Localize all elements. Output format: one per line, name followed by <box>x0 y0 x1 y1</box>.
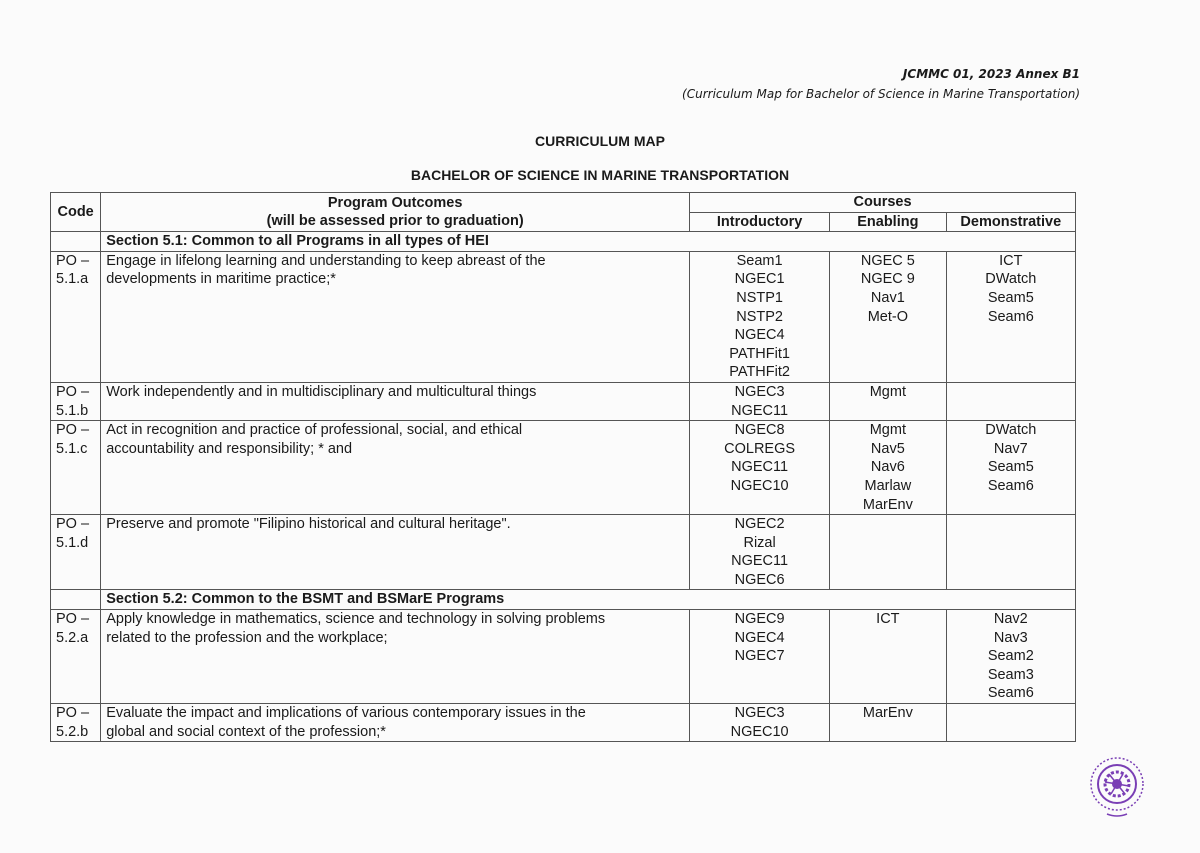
course-code: COLREGS <box>724 440 796 457</box>
annex-description: (Curriculum Map for Bachelor of Science in Marine Transportation) <box>682 87 1080 101</box>
course-code: Nav3 <box>993 629 1028 646</box>
course-code: NGEC10 <box>730 723 789 740</box>
course-code: ICT <box>876 611 900 628</box>
course-code: NGEC 9 <box>860 271 915 288</box>
course-code: Seam5 <box>987 459 1034 476</box>
header-po-line1: Program Outcomes <box>327 194 463 211</box>
course-code: NSTP1 <box>736 289 783 306</box>
course-code: DWatch <box>985 271 1037 288</box>
course-code: NGEC3 <box>734 383 785 400</box>
introductory-courses-cell <box>690 382 830 420</box>
official-seal-icon <box>1087 752 1147 822</box>
course-code: NGEC7 <box>734 648 785 665</box>
outcome-text: developments in maritime practice;* <box>106 271 336 288</box>
course-code: Nav7 <box>993 440 1028 457</box>
course-code: NGEC11 <box>731 459 789 476</box>
outcome-text: related to the profession and the workplace; <box>106 629 388 646</box>
course-code: Seam6 <box>987 685 1034 702</box>
course-code: Seam6 <box>987 477 1034 494</box>
outcome-code: 5.2.a <box>56 629 89 646</box>
course-code: Nav5 <box>870 440 905 457</box>
course-code: NGEC4 <box>734 629 785 646</box>
header-po-line2: (will be assessed prior to graduation) <box>266 213 524 230</box>
table-row <box>51 515 1076 590</box>
introductory-courses-cell <box>690 421 830 515</box>
course-code: NGEC10 <box>730 477 789 494</box>
outcome-description-cell <box>101 704 690 742</box>
section-code-cell <box>51 232 101 252</box>
table-row <box>51 421 1076 515</box>
course-code: Marlaw <box>864 477 912 494</box>
section-row <box>51 590 1076 610</box>
course-code: PATHFit1 <box>729 345 790 362</box>
course-code: Met-O <box>867 308 908 325</box>
course-code: Nav2 <box>993 611 1028 628</box>
header-introductory: Introductory <box>690 212 830 232</box>
header-code: Code <box>51 193 101 232</box>
annex-code: JCMMC 01, 2023 Annex B1 <box>902 67 1080 81</box>
section-code-cell <box>51 590 101 610</box>
outcome-code: PO – <box>56 516 90 533</box>
course-code: MarEnv <box>862 496 913 513</box>
course-code: NGEC 5 <box>860 252 915 269</box>
outcome-text: Evaluate the impact and implications of various contemporary issues in the <box>106 705 586 722</box>
outcome-text: Act in recognition and practice of professional, social, and ethical <box>106 422 523 439</box>
outcome-description-cell <box>101 251 690 382</box>
course-code: Seam3 <box>987 666 1034 683</box>
outcome-code-cell <box>51 382 101 420</box>
header-courses: Courses <box>690 193 1076 213</box>
demonstrative-courses-cell <box>946 382 1075 420</box>
header-demonstrative: Demonstrative <box>946 212 1075 232</box>
enabling-courses-cell <box>830 382 946 420</box>
demonstrative-courses-cell <box>946 251 1075 382</box>
course-code: NGEC6 <box>734 571 785 588</box>
course-code: PATHFit2 <box>729 364 790 381</box>
outcome-code: 5.1.b <box>56 402 89 419</box>
course-code: NSTP2 <box>736 308 783 325</box>
outcome-code: PO – <box>56 422 90 439</box>
course-code: Seam5 <box>987 289 1034 306</box>
enabling-courses-cell <box>830 515 946 590</box>
course-code: NGEC11 <box>731 402 789 419</box>
outcome-text: Preserve and promote "Filipino historical and cultural heritage". <box>106 516 511 533</box>
introductory-courses-cell <box>690 610 830 704</box>
table-header-row <box>51 193 1076 213</box>
outcome-text: accountability and responsibility; * and <box>106 440 353 457</box>
outcome-text: Work independently and in multidisciplinary and multicultural things <box>106 383 537 400</box>
curriculum-map-table <box>50 192 1076 742</box>
section-title: Section 5.2: Common to the BSMT and BSMarE Programs <box>101 590 1076 610</box>
table-row <box>51 382 1076 420</box>
outcome-description-cell <box>101 382 690 420</box>
course-code: NGEC4 <box>734 327 785 344</box>
enabling-courses-cell <box>830 251 946 382</box>
outcome-description-cell <box>101 610 690 704</box>
table-row <box>51 704 1076 742</box>
table-row <box>51 251 1076 382</box>
outcome-text: Apply knowledge in mathematics, science and technology in solving problems <box>106 611 606 628</box>
demonstrative-courses-cell <box>946 515 1075 590</box>
outcome-code-cell <box>51 421 101 515</box>
course-code: Seam6 <box>987 308 1034 325</box>
outcome-code: PO – <box>56 383 90 400</box>
demonstrative-courses-cell <box>946 610 1075 704</box>
outcome-code: PO – <box>56 611 90 628</box>
outcome-code: PO – <box>56 252 90 269</box>
demonstrative-courses-cell <box>946 704 1075 742</box>
outcome-code-cell <box>51 515 101 590</box>
table-body <box>51 232 1076 742</box>
course-code: NGEC3 <box>734 705 785 722</box>
course-code: Nav6 <box>870 459 905 476</box>
course-code: Mgmt <box>869 383 906 400</box>
course-code: Rizal <box>743 534 776 551</box>
course-code: Nav1 <box>870 289 905 306</box>
enabling-courses-cell <box>830 421 946 515</box>
outcome-code: 5.2.b <box>56 723 89 740</box>
course-code: NGEC8 <box>734 422 785 439</box>
outcome-code-cell <box>51 610 101 704</box>
outcome-code-cell <box>51 704 101 742</box>
course-code: ICT <box>999 252 1023 269</box>
enabling-courses-cell <box>830 610 946 704</box>
outcome-code: PO – <box>56 705 90 722</box>
document-titles <box>0 133 1200 201</box>
introductory-courses-cell <box>690 515 830 590</box>
course-code: NGEC11 <box>731 553 789 570</box>
course-code: Seam2 <box>987 648 1034 665</box>
course-code: Seam1 <box>736 252 783 269</box>
introductory-courses-cell <box>690 704 830 742</box>
course-code: NGEC2 <box>734 516 785 533</box>
document-title: CURRICULUM MAP <box>535 133 665 149</box>
header-enabling: Enabling <box>830 212 946 232</box>
outcome-code: 5.1.d <box>56 534 89 551</box>
outcome-code-cell <box>51 251 101 382</box>
table-row <box>51 610 1076 704</box>
outcome-description-cell <box>101 515 690 590</box>
course-code: MarEnv <box>862 705 913 722</box>
outcome-text: global and social context of the profession;* <box>106 723 386 740</box>
outcome-description-cell <box>101 421 690 515</box>
section-title: Section 5.1: Common to all Programs in all types of HEI <box>101 232 1076 252</box>
annex-header <box>682 64 1080 104</box>
course-code: DWatch <box>985 422 1037 439</box>
course-code: NGEC1 <box>734 271 785 288</box>
document-subtitle: BACHELOR OF SCIENCE IN MARINE TRANSPORTATION <box>410 167 790 183</box>
section-row <box>51 232 1076 252</box>
introductory-courses-cell <box>690 251 830 382</box>
header-program-outcomes <box>101 193 690 232</box>
enabling-courses-cell <box>830 704 946 742</box>
demonstrative-courses-cell <box>946 421 1075 515</box>
outcome-code: 5.1.a <box>56 271 89 288</box>
outcome-code: 5.1.c <box>56 440 88 457</box>
course-code: NGEC9 <box>734 611 785 628</box>
course-code: Mgmt <box>869 422 906 439</box>
outcome-text: Engage in lifelong learning and understanding to keep abreast of the <box>106 252 546 269</box>
